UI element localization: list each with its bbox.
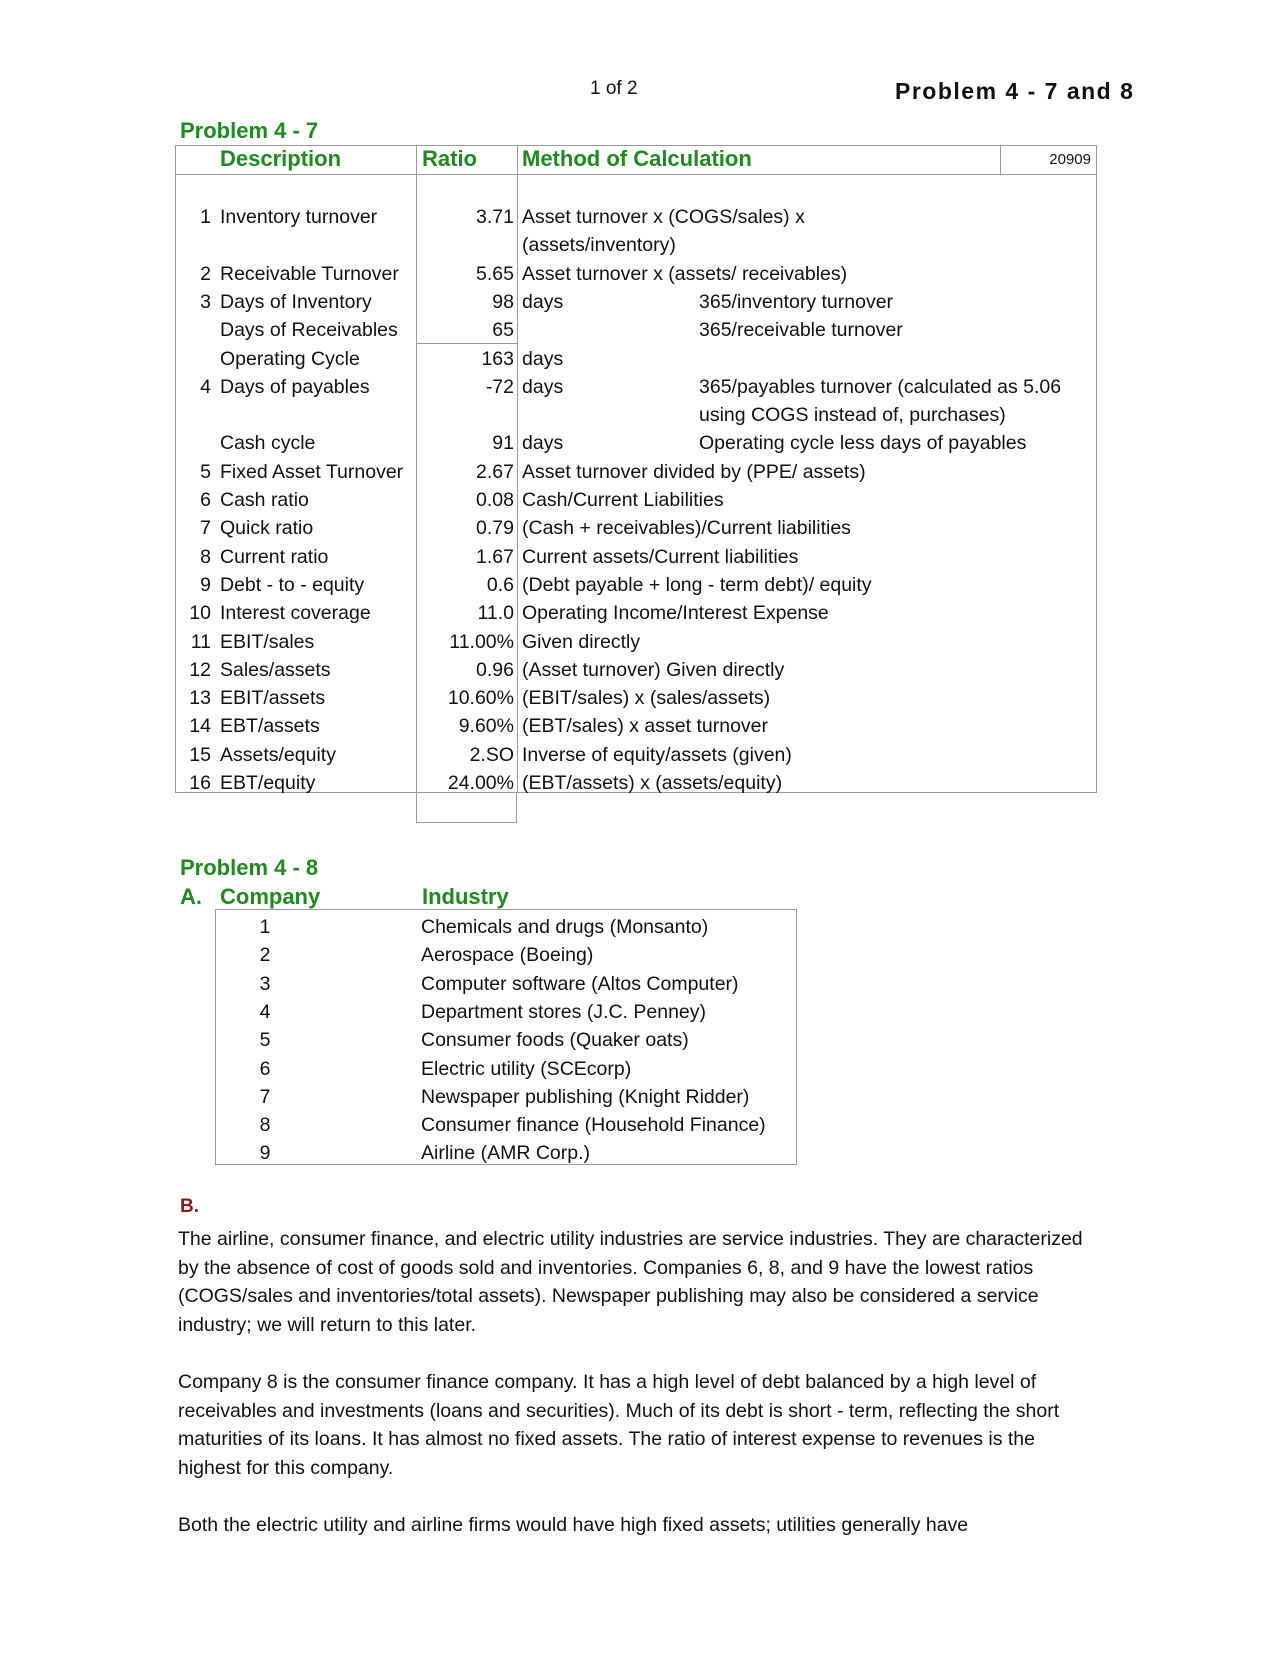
row-method: (Asset turnover) Given directly (522, 658, 785, 681)
company-number: 7 (259, 1085, 271, 1108)
row-method: Given directly (522, 630, 641, 653)
problem-4-7-title: Problem 4 - 7 (180, 118, 319, 143)
header-method: Method of Calculation (522, 146, 752, 171)
industry-name: Department stores (J.C. Penney) (421, 1000, 707, 1023)
table-row (175, 486, 1097, 514)
company-number: 6 (259, 1057, 271, 1080)
row-ratio: 2.SO (469, 743, 514, 766)
row-number: 10 (189, 602, 211, 625)
industry-name: Aerospace (Boeing) (421, 944, 594, 967)
row-note: 365/payables turnover (calculated as 5.06 (699, 375, 1062, 398)
table-row (215, 1111, 795, 1139)
row-ratio: 65 (492, 319, 514, 342)
row-description: Debt - to - equity (220, 573, 365, 596)
row-ratio: 98 (492, 290, 514, 313)
table-row (175, 769, 1097, 797)
row-method: Inverse of equity/assets (given) (522, 743, 792, 766)
table-row (175, 684, 1097, 712)
row-number: 13 (189, 687, 211, 710)
industry-name: Electric utility (SCEcorp) (421, 1057, 632, 1080)
row-ratio: 0.79 (476, 517, 514, 540)
row-note: 365/inventory turnover (699, 290, 894, 313)
row-description: EBT/assets (220, 715, 320, 738)
row-description: Current ratio (220, 545, 329, 568)
ratio-empty-cell (416, 793, 517, 823)
table-row (215, 1055, 795, 1083)
row-method: (Cash + receivables)/Current liabilities (522, 517, 851, 540)
company-number: 2 (259, 944, 271, 967)
row-number: 3 (200, 290, 211, 313)
row-method: Asset turnover x (COGS/sales) x (522, 206, 805, 228)
company-number: 8 (259, 1114, 271, 1137)
row-description: EBT/equity (220, 772, 316, 794)
table-row (215, 941, 795, 969)
row-description: Cash cycle (220, 432, 316, 455)
row-ratio: 11.0 (477, 602, 514, 625)
row-description: Sales/assets (220, 658, 331, 681)
table-row (215, 913, 795, 941)
row-method: days (522, 347, 564, 370)
company-number: 5 (259, 1029, 271, 1052)
row-number: 2 (200, 262, 211, 285)
table-row (175, 741, 1097, 769)
row-method: days (522, 375, 564, 398)
header-ratio: Ratio (422, 146, 477, 171)
row-ratio: 2.67 (476, 460, 514, 483)
row-description: Operating Cycle (220, 347, 360, 370)
row-method: (EBIT/sales) x (sales/assets) (522, 687, 771, 710)
industry-name: Consumer finance (Household Finance) (421, 1114, 766, 1137)
table-row (175, 231, 1097, 259)
row-ratio: 9.60% (458, 715, 514, 738)
row-note: 365/receivable turnover (699, 319, 903, 342)
table-row (175, 599, 1097, 627)
row-number: 7 (200, 517, 211, 540)
row-description: Interest coverage (220, 602, 371, 625)
paragraph: Both the electric utility and airline firms would have high fixed assets; utilities generally have (178, 1514, 969, 1536)
row-ratio: -72 (485, 375, 514, 398)
row-method: Operating Income/Interest Expense (522, 602, 829, 625)
industry-name: Consumer foods (Quaker oats) (421, 1029, 689, 1052)
row-method: days (522, 432, 564, 455)
row-number: 8 (200, 545, 211, 568)
table-row (175, 514, 1097, 542)
row-description: Inventory turnover (220, 206, 378, 228)
table-row (175, 571, 1097, 599)
row-description: EBIT/sales (220, 630, 315, 653)
code-cell: 20909 (1000, 145, 1097, 174)
row-note: Operating cycle less days of payables (699, 432, 1027, 455)
row-ratio: 163 (481, 347, 514, 370)
row-description: Fixed Asset Turnover (220, 460, 404, 483)
table-row (175, 260, 1097, 288)
row-method: Asset turnover divided by (PPE/ assets) (522, 460, 866, 483)
table-row (175, 316, 1097, 344)
row-method: (EBT/sales) x asset turnover (522, 715, 768, 738)
row-description: EBIT/assets (220, 687, 326, 710)
table-row (215, 1083, 795, 1111)
table-row (175, 373, 1097, 401)
header-description: Description (220, 146, 342, 171)
row-number: 16 (189, 772, 211, 794)
table-row (215, 1139, 795, 1167)
company-number: 1 (259, 916, 271, 938)
row-number: 14 (189, 715, 211, 738)
row-ratio: 0.08 (476, 489, 514, 511)
page-number: 1 of 2 (590, 78, 638, 99)
company-number: 9 (259, 1142, 271, 1165)
header-industry: Industry (422, 884, 509, 909)
row-ratio: 24.00% (447, 772, 514, 794)
part-b-label: B. (180, 1196, 199, 1217)
table-row (215, 1026, 795, 1054)
row-ratio: 5.65 (476, 262, 514, 285)
row-method: Asset turnover x (assets/ receivables) (522, 262, 848, 285)
header-company: Company (220, 884, 321, 909)
row-number: 11 (190, 630, 211, 653)
row-description: Cash ratio (220, 489, 309, 511)
row-description: Days of payables (220, 375, 370, 398)
table-header-divider (175, 174, 1097, 175)
table-row (175, 458, 1097, 486)
row-ratio: 0.6 (486, 573, 514, 596)
industry-name: Newspaper publishing (Knight Ridder) (421, 1085, 750, 1108)
table-row (175, 712, 1097, 740)
table-row (175, 543, 1097, 571)
row-description: Days of Inventory (220, 290, 372, 313)
table-row (215, 970, 795, 998)
table-row (175, 628, 1097, 656)
row-method: days (522, 290, 564, 313)
row-method: (assets/inventory) (522, 234, 676, 257)
row-ratio: 11.00% (449, 630, 514, 653)
paragraph: The airline, consumer finance, and electric utility industries are service industries. They are characterized by the absence of cost of goods sold and inventories. Companies 6, 8, and 9 have the lowest ratios (COGS/sales and inventories/total assets). Newspaper publishing may also be considered a service industry; we will return to this later. (178, 1228, 1083, 1336)
table-row (175, 429, 1097, 457)
row-method: (EBT/assets) x (assets/equity) (522, 772, 783, 794)
row-number: 12 (189, 658, 211, 681)
row-number: 1 (200, 206, 211, 228)
industry-name: Airline (AMR Corp.) (421, 1142, 591, 1165)
row-description: Receivable Turnover (220, 262, 399, 285)
company-number: 3 (259, 972, 271, 995)
row-ratio: 91 (492, 432, 514, 455)
industry-name: Chemicals and drugs (Monsanto) (421, 916, 709, 938)
row-description: Assets/equity (220, 743, 336, 766)
row-method: Cash/Current Liabilities (522, 489, 724, 511)
company-number: 4 (259, 1000, 271, 1023)
part-a-label: A. (180, 884, 202, 909)
row-method: Current assets/Current liabilities (522, 545, 799, 568)
table-row (175, 656, 1097, 684)
row-note: using COGS instead of, purchases) (699, 404, 1006, 427)
row-ratio: 0.96 (476, 658, 514, 681)
row-ratio: 1.67 (476, 545, 514, 568)
row-number: 6 (200, 489, 211, 511)
row-number: 9 (200, 573, 211, 596)
problem-4-8-title: Problem 4 - 8 (180, 855, 319, 880)
row-method: (Debt payable + long - term debt)/ equity (522, 573, 872, 596)
table-row (175, 401, 1097, 429)
row-number: 4 (200, 375, 211, 398)
row-ratio: 10.60% (447, 687, 514, 710)
page-title: Problem 4 - 7 and 8 (895, 78, 1135, 104)
paragraph: Company 8 is the consumer finance company. It has a high level of debt balanced by a high level of receivables and investments (loans and securities). Much of its debt is short - term, reflecting the short maturities of its loans. It has almost no fixed assets. The ratio of interest expense to revenues is the highest for this company. (178, 1371, 1060, 1479)
row-number: 15 (189, 743, 211, 766)
industry-name: Computer software (Altos Computer) (421, 972, 739, 995)
table-row (175, 288, 1097, 316)
row-number: 5 (200, 460, 211, 483)
row-description: Days of Receivables (220, 319, 398, 342)
table-row (215, 998, 795, 1026)
row-ratio: 3.71 (476, 206, 514, 228)
table-row (175, 345, 1097, 373)
row-description: Quick ratio (220, 517, 314, 540)
table-row (175, 203, 1097, 231)
